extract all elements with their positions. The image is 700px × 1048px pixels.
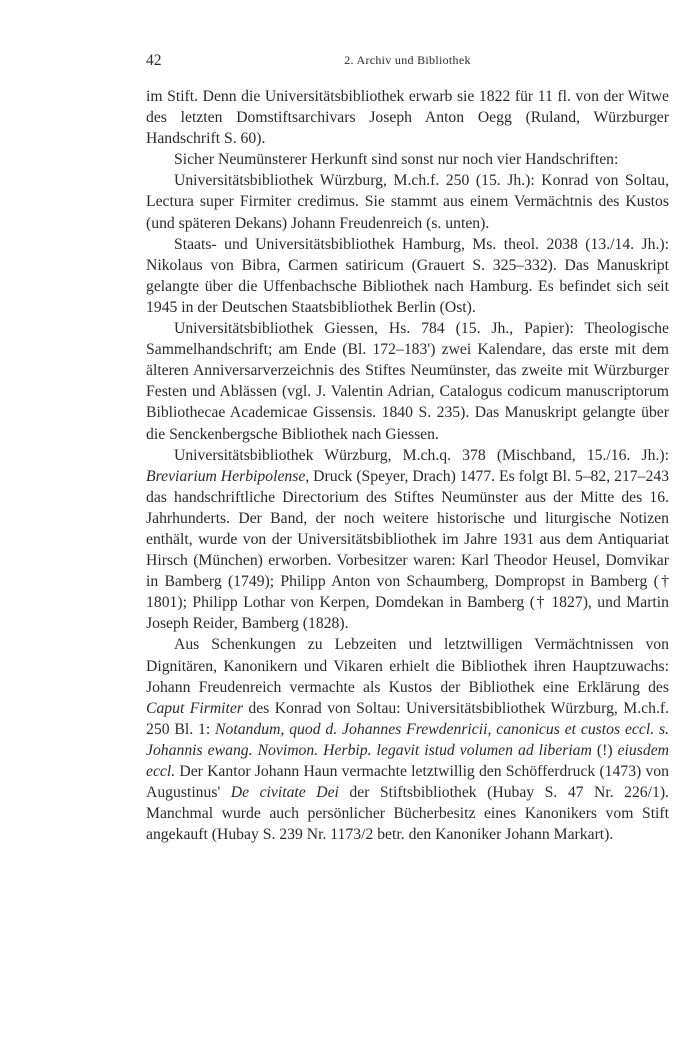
text-span: Sicher Neumünsterer Herkunft sind sonst nur noch vier Handschriften: <box>174 151 619 169</box>
text-span: (!) <box>591 741 618 759</box>
text-span: Druck (Speyer, Drach) 1477. Es folgt Bl. 5–82, 217–243 das handschriftliche Directorium des Stiftes Neumünster aus der Mitte des 16. Jahrhunderts. Der Band, der noch weitere historische und liturgische Notizen enthält, wurde von der Universitätsbibliothek im Jahre 1931 aus dem Antiquariat Hirsch (München) erworben. Vorbesitzer waren: Karl Theodor Heusel, Domvikar in Bamberg (1749); Philipp Anton von Schaumberg, Dompropst in Bamberg († 1801); Philipp Lothar von Kerpen, Domdekan in Bamberg († 1827), und Martin Joseph Reider, Bamberg (1828). <box>146 467 670 633</box>
paragraph <box>146 86 669 149</box>
italic-text: Caput Firmiter <box>146 699 243 717</box>
italic-text: De civitate Dei <box>230 784 339 802</box>
text-span: Der Kantor Johann Haun vermachte letztwillig den Schöfferdruck (1473) von Augustinus' <box>146 763 669 802</box>
body-text <box>146 86 669 845</box>
italic-text: Breviarium Herbipolense, <box>146 467 310 485</box>
paragraph <box>146 634 669 845</box>
text-span: des Konrad von Soltau: Universitätsbibliothek Würzburg, M.ch.f. 250 Bl. 1: <box>146 699 670 738</box>
paragraph <box>146 445 669 635</box>
text-span: Staats- und Universitätsbibliothek Hamburg, Ms. theol. 2038 (13./14. Jh.): Nikolaus von Bibra, Carmen satiricum (Grauert S. 325–332). Das Manuskript gelangte über die Uffenbachsche Bibliothek nach Hamburg. Es befindet sich seit 1945 in der Deutschen Staatsbibliothek Berlin (Ost). <box>146 235 669 316</box>
text-span: Universitätsbibliothek Würzburg, M.ch.f. 250 (15. Jh.): Konrad von Soltau, Lectura super Firmiter credimus. Sie stammt aus einem Vermächtnis des Kustos (und späteren Dekans) Johann Freudenreich (s. unten). <box>146 172 669 232</box>
paragraph <box>146 170 669 233</box>
text-span: der Stiftsbibliothek (Hubay S. 47 Nr. 226/1). Manchmal wurde auch persönlicher Bücherbesitz eines Kanonikers vom Stift angekauft (Hubay S. 239 Nr. 1173/2 betr. den Kanoniker Johann Markart). <box>146 784 669 844</box>
text-span: Universitätsbibliothek Giessen, Hs. 784 (15. Jh., Papier): Theologische Sammelhandschrift; am Ende (Bl. 172–183') zwei Kalendare, das erste mit dem älteren Anniversarverzeichnis des Stiftes Neumünster, das zweite mit Würzburger Festen und Ablässen (vgl. J. Valentin Adrian, Catalogus codicum manuscriptorum Bibliothecae Academicae Gissensis. 1840 S. 235). Das Manuskript gelangte über die Senckenbergsche Bibliothek nach Giessen. <box>146 320 669 443</box>
text-span: Aus Schenkungen zu Lebzeiten und letztwilligen Vermächtnissen von Dignitären, Kanonikern und Vikaren erhielt die Bibliothek ihren Hauptzuwachs: Johann Freudenreich vermachte als Kustos der Bibliothek eine Erklärung des <box>146 636 669 696</box>
text-span: Universitätsbibliothek Würzburg, M.ch.q. 378 (Mischband, 15./16. Jh.): <box>174 446 669 464</box>
text-span: im Stift. Denn die Universitätsbibliothek erwarb sie 1822 für 11 fl. von der Witwe des letzten Domstiftsarchivars Joseph Anton Oegg (Ruland, Würzburger Handschrift S. 60). <box>146 88 669 148</box>
italic-text: Notandum, quod d. Johannes Frewdenricii, canonicus et custos eccl. s. Johannis ewang. Novimon. Herbip. legavit istud volumen ad liberiam <box>146 720 669 759</box>
paragraph <box>146 234 669 318</box>
page-number: 42 <box>146 52 162 69</box>
running-head <box>146 52 669 72</box>
italic-text: eiusdem eccl. <box>146 741 669 780</box>
chapter-title: 2. Archiv und Bibliothek <box>344 53 471 67</box>
paragraph <box>146 318 669 445</box>
paragraph <box>146 149 669 170</box>
